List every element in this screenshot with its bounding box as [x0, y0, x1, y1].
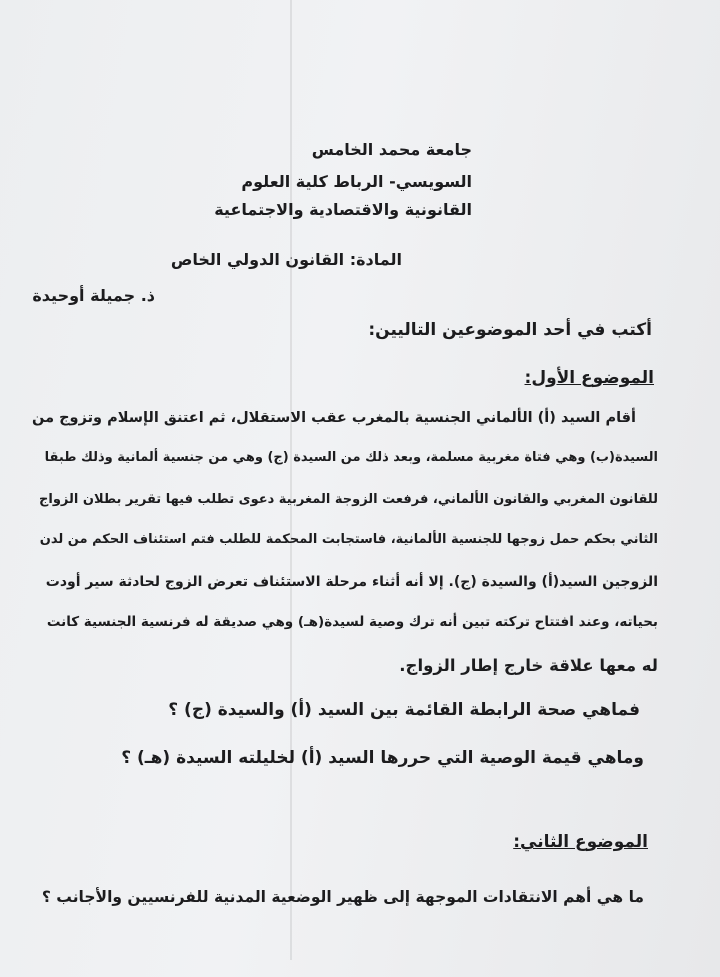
professor-name: ذ. جميلة أوحيدة	[32, 286, 155, 305]
faculty-name: القانونية والاقتصادية والاجتماعية	[214, 200, 472, 219]
topic2-question: ما هي أهم الانتقادات الموجهة إلى ظهير الوضعية المدنية للفرنسيين والأجانب ؟	[41, 888, 644, 906]
topic1-line: بحياته، وعند افتتاح تركته تبين أنه ترك وصية لسيدة(هـ) وهي صديقة له فرنسية الجنسية كانت	[46, 614, 658, 630]
topic1-title: الموضوع الأول:	[524, 368, 654, 388]
university-name: جامعة محمد الخامس	[311, 140, 472, 159]
topic1-line: أقام السيد (أ) الألماني الجنسية بالمغرب عقب الاستقلال، ثم اعتنق الإسلام وتزوج من	[32, 410, 636, 426]
topic1-line: له معها علاقة خارج إطار الزواج.	[399, 656, 658, 675]
topic2-title: الموضوع الثاني:	[513, 832, 648, 852]
subject-line: المادة: القانون الدولي الخاص	[170, 250, 402, 269]
topic1-line: الزوجين السيد(أ) والسيدة (ج). إلا أنه أثناء مرحلة الاستئناف تعرض الزوج لحادثة سير أودت	[45, 574, 658, 590]
topic1-question2: وماهي قيمة الوصية التي حررها السيد (أ) لخليلته السيدة (هـ) ؟	[121, 748, 644, 768]
instructions: أكتب في أحد الموضوعين التاليين:	[368, 320, 652, 340]
topic1-question1: فماهي صحة الرابطة القائمة بين السيد (أ) والسيدة (ج) ؟	[168, 700, 640, 720]
campus-name: السويسي- الرباط كلية العلوم	[241, 172, 472, 191]
topic1-line: الثاني بحكم حمل زوجها للجنسية الألمانية، فاستجابت المحكمة للطلب فتم استئناف الحكم من لدن	[39, 532, 658, 547]
topic1-line: للقانون المغربي والقانون الألماني، فرفعت الزوجة المغربية دعوى تطلب فيها تقرير بطلان الزواج	[39, 492, 658, 507]
topic1-line: السيدة(ب) وهي فتاة مغربية مسلمة، وبعد ذلك من السيدة (ج) وهي من جنسية ألمانية وذلك طبقا	[44, 450, 658, 465]
